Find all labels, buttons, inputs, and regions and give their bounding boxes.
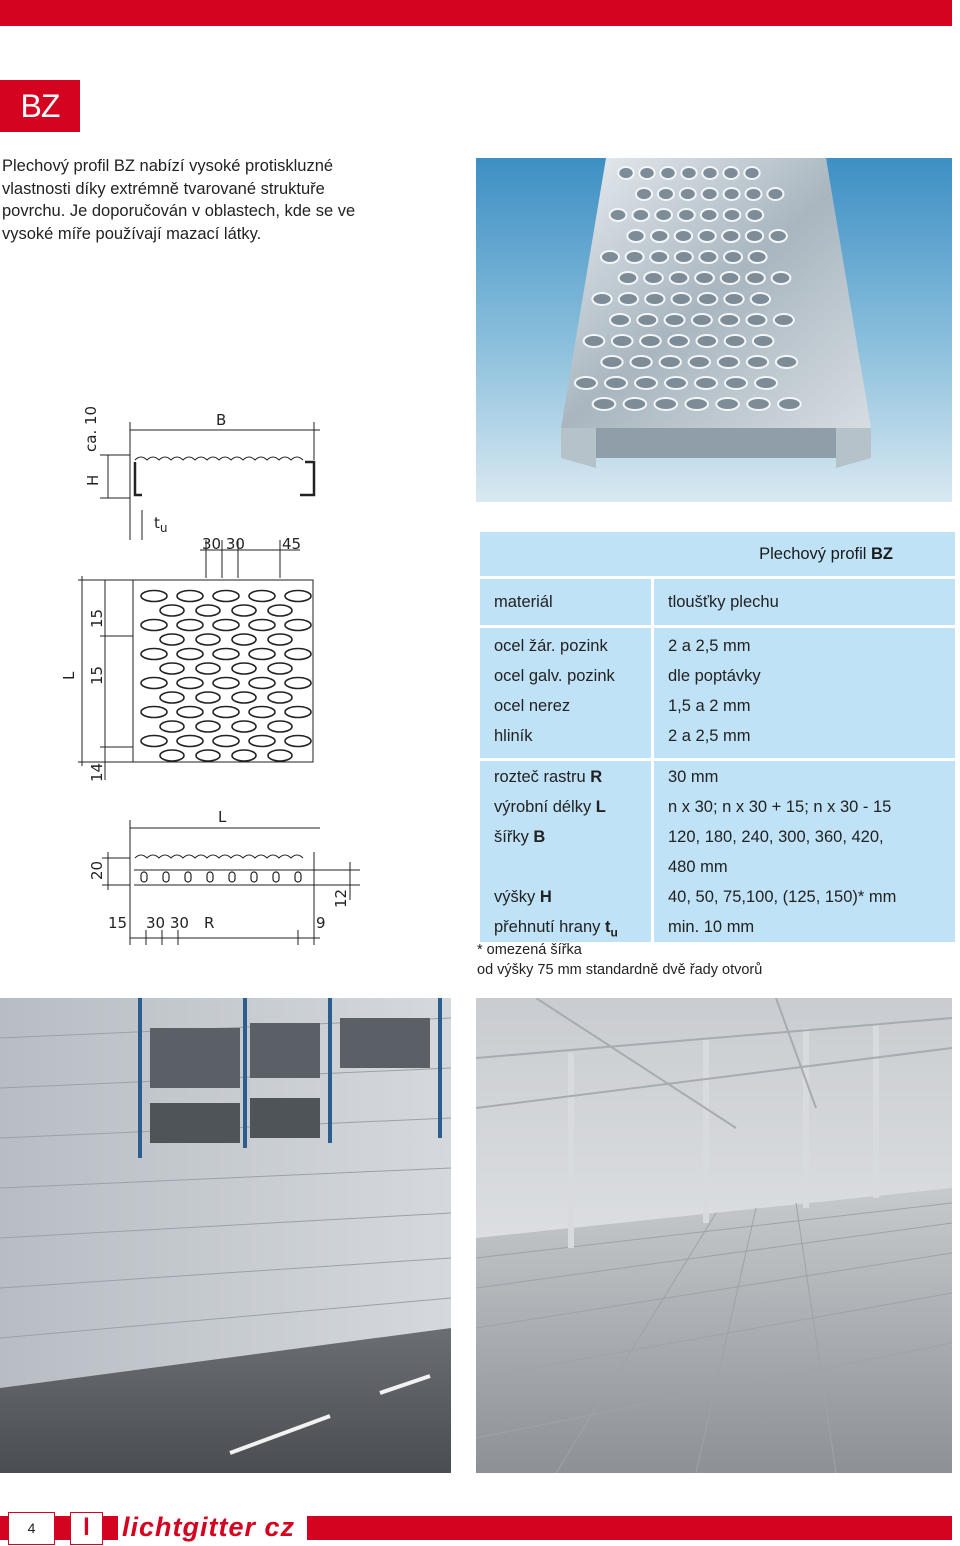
grating-slot [725,377,747,389]
grating-slot [721,272,740,284]
perforation-hole [207,872,213,882]
table-title: Plechový profil BZ [480,532,955,576]
perforation-oval [196,663,220,674]
perforation-oval [285,678,311,689]
dim-45: 45 [282,535,302,553]
thickness-item: 1,5 a 2 mm [668,697,751,715]
grating-slot [624,398,647,410]
perforation-oval [160,634,184,645]
perforation-oval [285,591,311,602]
perforation-oval [160,750,184,761]
grating-slot [605,377,627,389]
grating-slot [632,209,649,221]
perforation-oval [177,707,203,718]
perforation-oval [141,736,167,747]
param-raster: rozteč rastru R [494,768,603,786]
grating-slot [724,209,741,221]
perforation-oval [196,692,220,703]
value-width-2: 480 mm [668,858,728,876]
params-row [480,761,955,942]
grating-slot [651,230,668,242]
dim-12: 12 [332,888,350,908]
grating-slot [776,356,797,368]
perforation-oval [160,663,184,674]
grating-slot [626,251,644,263]
grating-slot [718,356,739,368]
perforation-oval [249,678,275,689]
perforation-oval [196,634,220,645]
grating-slot [692,314,712,326]
perforation-oval [232,605,256,616]
grating-slot [774,314,794,326]
perforation-oval [160,692,184,703]
footnote-line-2: od výšky 75 mm standardně dvě řady otvorů [477,962,763,978]
perforation-oval [268,692,292,703]
perforation-oval [268,750,292,761]
perforation-hole [141,872,147,882]
grating-slot [644,272,663,284]
perforation-oval [213,649,239,660]
intro-text: Plechový profil BZ nabízí vysoké protiskluzné vlastnosti díky extrémně tvarované struktuře povrchu. Je doporučován v oblastech, kde se ve vysoké míře používají mazací látky. [2,157,356,243]
grating-slot [698,293,717,305]
top-red-bar [0,0,952,26]
dim-tu: $t_u$ [154,514,168,535]
grating-slot [695,272,714,284]
dim-9: 9 [316,914,326,932]
grating-slot [725,335,746,347]
grating-slot [745,188,761,200]
dim-20: 20 [88,860,106,880]
value-length: n x 30; n x 30 + 15; n x 30 - 15 [668,798,892,816]
grating-slot [751,293,770,305]
grating-slot [639,167,654,179]
perforation-oval [213,678,239,689]
perforation-oval [232,692,256,703]
param-edge: přehnutí hrany $t_u$ [494,918,618,940]
perforation-oval [268,634,292,645]
grating-slot [655,209,672,221]
perforation-oval [249,591,275,602]
grating-slot [619,272,638,284]
grating-slot [630,356,651,368]
header-material: materiál [494,593,553,611]
spec-table [480,532,955,942]
material-item: hliník [494,727,533,745]
perforation-oval [268,663,292,674]
perforation-oval [177,736,203,747]
value-width: 120, 180, 240, 300, 360, 420, [668,828,884,846]
grating-slot [601,356,622,368]
grating-slot [654,398,677,410]
brand-name: lichtgitter cz [118,1512,307,1543]
grating-slot [665,377,687,389]
param-height: výšky H [494,888,552,906]
grating-slot [593,398,616,410]
grating-slot [701,209,718,221]
grating-slot [746,230,763,242]
grating-slot [699,251,717,263]
grating-slot [678,209,695,221]
grating-slot [723,167,738,179]
logo-mark-icon: l [70,1512,103,1545]
perforation-oval [249,620,275,631]
grating-slot [724,293,743,305]
perforation-oval [232,750,256,761]
grating-slot [767,188,783,200]
dim-B: B [216,411,227,429]
perforation-oval [213,736,239,747]
thickness-item: 2 a 2,5 mm [668,637,751,655]
grating-slot [724,251,742,263]
perforation-hole [273,872,279,882]
perforation-oval [196,605,220,616]
grating-slot [668,335,689,347]
grating-slot [650,251,668,263]
perforation-hole [185,872,191,882]
grating-slot [722,230,739,242]
value-raster: 30 mm [668,768,719,786]
page-number: 4 [8,1512,55,1545]
perforation-oval [285,620,311,631]
materials-row [480,628,955,758]
grating-slot [681,167,696,179]
param-width: šířky B [494,828,546,846]
grating-slot [702,167,717,179]
perforation-oval [160,605,184,616]
grating-slot [698,230,715,242]
grating-slot [675,251,693,263]
dim-14: 14 [88,762,106,782]
perforation-oval [249,736,275,747]
footnote [477,940,762,980]
perforation-oval [196,750,220,761]
material-item: ocel nerez [494,697,571,715]
grating-slot [695,377,717,389]
perforation-oval [232,721,256,732]
perforation-oval [141,649,167,660]
facade-photo [0,998,451,1473]
grating-slot [746,314,766,326]
grating-slot [660,356,681,368]
grating-slot [575,377,597,389]
grating-slot [645,293,664,305]
grating-slot [747,356,768,368]
grating-slot [675,230,692,242]
grating-slot [610,209,627,221]
grating-slot [685,398,708,410]
dim-H: H [84,474,102,486]
perforation-oval [141,707,167,718]
dim-L-side: L [60,671,78,680]
perforation-oval [232,634,256,645]
dim-L-bottom: L [218,808,227,826]
grating-slot [696,335,717,347]
dim-ca10: ca. 10 [82,405,100,452]
perforation-oval [268,605,292,616]
grating-slot [672,293,691,305]
perforation-oval [177,678,203,689]
material-item: ocel žár. pozink [494,637,608,655]
grating-slot [658,188,674,200]
dim-15-bottom: 15 [108,914,128,932]
perforation-hole [229,872,235,882]
product-badge: BZ [0,80,80,132]
grating-slot [636,188,652,200]
grating-slot [716,398,739,410]
value-height: 40, 50, 75,100, (125, 150)* mm [668,888,897,906]
grating-slot [619,293,638,305]
grating-slot [601,251,619,263]
thickness-item: 2 a 2,5 mm [668,727,751,745]
grating-slot [689,356,710,368]
dim-15b: 15 [88,665,106,685]
perforation-oval [141,678,167,689]
dim-15a: 15 [88,608,106,628]
parking-deck-photo [476,998,952,1473]
grating-slot [670,272,689,284]
dim-30-30-bottom: 30 30 [146,914,189,932]
perforation-oval [196,721,220,732]
header-thickness: tloušťky plechu [668,593,779,611]
grating-slot [637,314,657,326]
perforation-oval [285,736,311,747]
technical-drawing [50,400,370,960]
perforation-hole [295,872,301,882]
grating-slot [778,398,801,410]
perforation-oval [141,620,167,631]
grating-slot [680,188,696,200]
perforation-hole [163,872,169,882]
grating-slot [753,335,774,347]
grating-slot [660,167,675,179]
perforation-oval [177,620,203,631]
grating-slot [746,209,763,221]
perforation-oval [213,620,239,631]
material-item: ocel galv. pozink [494,667,615,685]
perforation-oval [285,649,311,660]
grating-slot [612,335,633,347]
perforation-oval [213,707,239,718]
grating-slot [584,335,605,347]
perforation-oval [285,707,311,718]
grating-slot [627,230,644,242]
perforation-oval [268,721,292,732]
product-photo [476,158,952,502]
grating-slot [724,188,740,200]
perforation-oval [160,721,184,732]
grating-slot [610,314,630,326]
perforation-oval [213,591,239,602]
perforation-oval [232,663,256,674]
grating-slot [747,398,770,410]
perforation-oval [249,707,275,718]
footnote-line-1: * omezená šířka [477,942,582,958]
grating-slot [592,293,611,305]
grating-slot [746,272,765,284]
perforation-oval [249,649,275,660]
table-header-row [480,579,955,625]
grating-slot [749,251,767,263]
perforation-hole [251,872,257,882]
param-length: výrobní délky L [494,798,606,816]
dim-top-30-30: 30 30 [202,535,245,553]
grating-slot [770,230,787,242]
grating-slot [702,188,718,200]
grating-slot [640,335,661,347]
grating-slot [755,377,777,389]
grating-slot [744,167,759,179]
perforation-oval [177,649,203,660]
grating-slot [719,314,739,326]
thickness-item: dle poptávky [668,667,761,685]
perforation-oval [141,591,167,602]
dim-R: R [204,914,215,932]
grating-slot [665,314,685,326]
value-edge: min. 10 mm [668,918,755,936]
grating-slot [772,272,791,284]
grating-slot [635,377,657,389]
perforation-oval [177,591,203,602]
grating-slot [618,167,633,179]
